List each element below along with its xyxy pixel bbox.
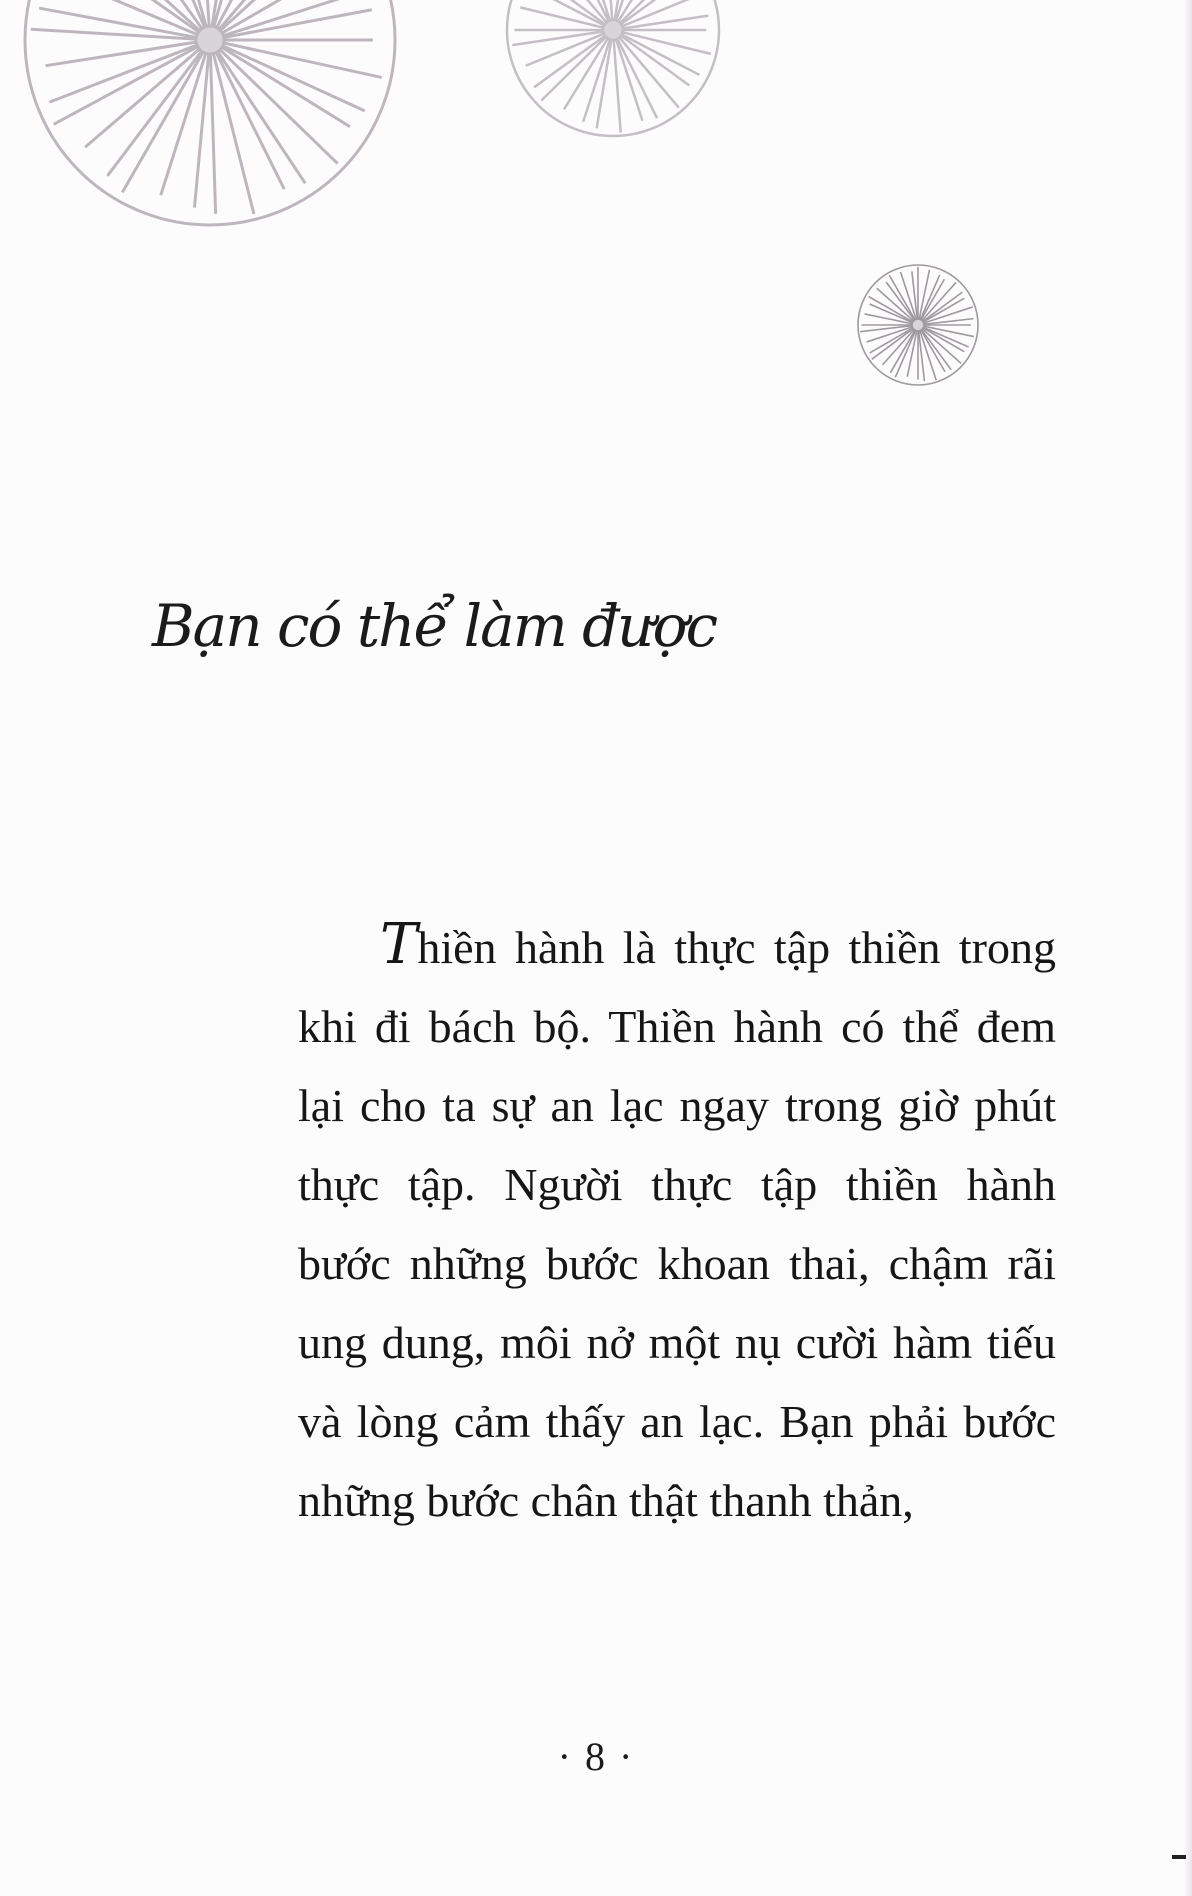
dandelion-flower-icon [25, 0, 395, 225]
body-text: hiền hành là thực tập thiền trong khi đi bách bộ. Thiền hành có thể đem lại cho ta sự an lạc ngay trong giờ phút thực tập. Người thực tập thiền hành bước những bước khoan thai, chậm rãi ung dung, môi nở một nụ cười hàm tiếu và lòng cảm thấy an lạc. Bạn phải bước những bước chân thật thanh thản, [298, 922, 1056, 1526]
page-number: · 8 · [557, 1734, 635, 1779]
dandelion-flower-icon [507, 0, 719, 136]
dandelion-flower-icon [858, 265, 978, 385]
edge-mark [1172, 1855, 1186, 1859]
section-heading: Bạn có thể làm được [152, 592, 717, 660]
drop-cap: T [380, 912, 418, 977]
body-paragraph [298, 905, 1056, 1540]
dandelion-flower-icon [0, 0, 1192, 420]
